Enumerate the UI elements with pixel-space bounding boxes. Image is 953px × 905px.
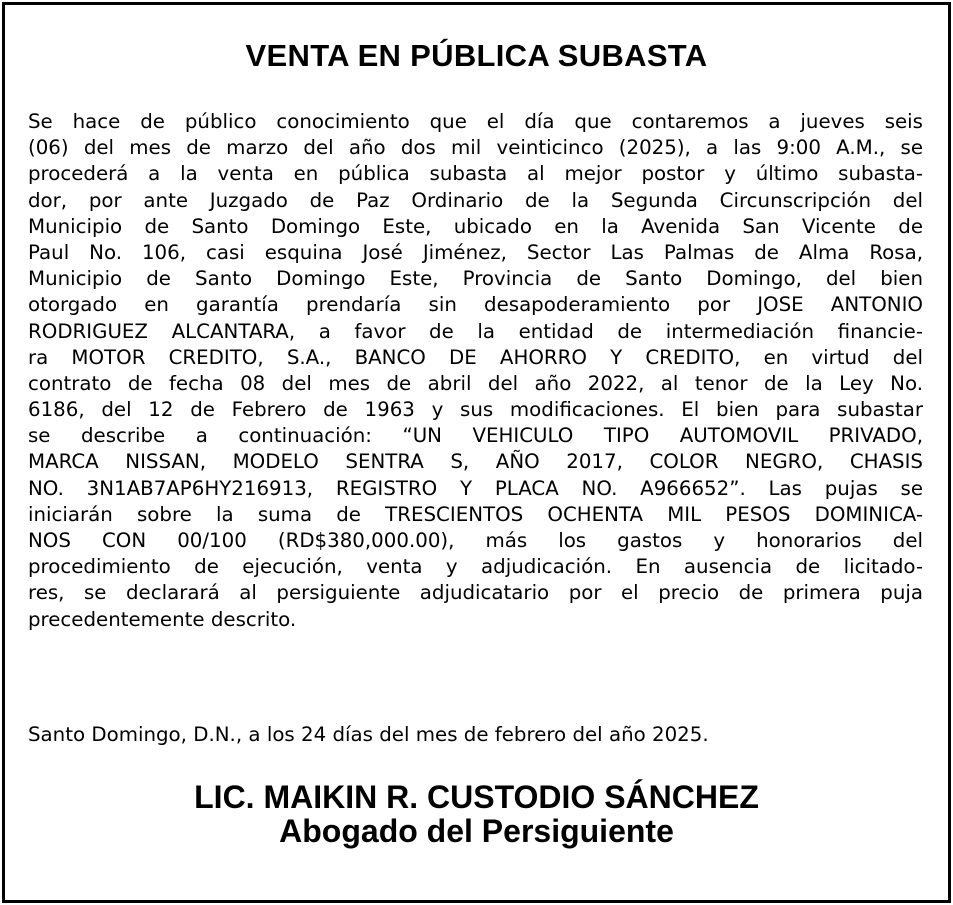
body-line: se describe a continuación: “UN VEHICULO TIPO AUTOMOVIL PRIVADO, bbox=[28, 424, 923, 448]
body-line: iniciarán sobre la suma de TRESCIENTOS OCHENTA MIL PESOS DOMINICA- bbox=[28, 502, 923, 526]
body-line: Paul No. 106, casi esquina José Jiménez, Sector Las Palmas de Alma Rosa, bbox=[28, 240, 923, 264]
body-line: MARCA NISSAN, MODELO SENTRA S, AÑO 2017, COLOR NEGRO, CHASIS bbox=[28, 450, 923, 474]
notice-frame bbox=[2, 2, 951, 903]
body-line: dor, por ante Juzgado de Paz Ordinario de la Segunda Circunscripción del bbox=[28, 188, 923, 212]
body-line: Se hace de público conocimiento que el día que contaremos a jueves seis bbox=[28, 110, 923, 133]
body-line: procedimiento de ejecución, venta y adjudicación. En ausencia de licitado- bbox=[28, 555, 923, 579]
body-line: 6186, del 12 de Febrero de 1963 y sus modificaciones. El bien para subastar bbox=[28, 398, 923, 422]
body-line: (06) del mes de marzo del año dos mil veinticinco (2025), a las 9:00 A.M., se bbox=[28, 136, 923, 160]
signatory-role: Abogado del Persiguiente bbox=[279, 813, 674, 849]
body-line: procederá a la venta en pública subasta al mejor postor y último subasta- bbox=[28, 162, 923, 186]
date-line: Santo Domingo, D.N., a los 24 días del mes de febrero del año 2025. bbox=[28, 723, 709, 746]
body-line: NOS CON 00/100 (RD$380,000.00), más los gastos y honorarios del bbox=[28, 529, 923, 552]
signatory-name: LIC. MAIKIN R. CUSTODIO SÁNCHEZ bbox=[194, 779, 759, 815]
body-line: contrato de fecha 08 del mes de abril del año 2022, al tenor de la Ley No. bbox=[28, 371, 923, 395]
body-line: Municipio de Santo Domingo Este, ubicado en la Avenida San Vicente de bbox=[28, 214, 923, 238]
body-line: Municipio de Santo Domingo Este, Provincia de Santo Domingo, del bien bbox=[28, 267, 923, 291]
notice-title: VENTA EN PÚBLICA SUBASTA bbox=[245, 38, 708, 73]
body-line: otorgado en garantía prendaría sin desapoderamiento por JOSE ANTONIO bbox=[28, 293, 923, 317]
notice-body bbox=[28, 109, 923, 633]
body-line: precedentemente descrito. bbox=[28, 607, 297, 631]
body-line: res, se declarará al persiguiente adjudicatario por el precio de primera puja bbox=[28, 581, 923, 605]
body-line: NO. 3N1AB7AP6HY216913, REGISTRO Y PLACA NO. A966652”. Las pujas se bbox=[28, 476, 923, 500]
body-line: ra MOTOR CREDITO, S.A., BANCO DE AHORRO Y CREDITO, en virtud del bbox=[28, 345, 923, 369]
body-line: RODRIGUEZ ALCANTARA, a favor de la entidad de intermediación financie- bbox=[28, 319, 923, 343]
signature-block bbox=[5, 780, 948, 848]
